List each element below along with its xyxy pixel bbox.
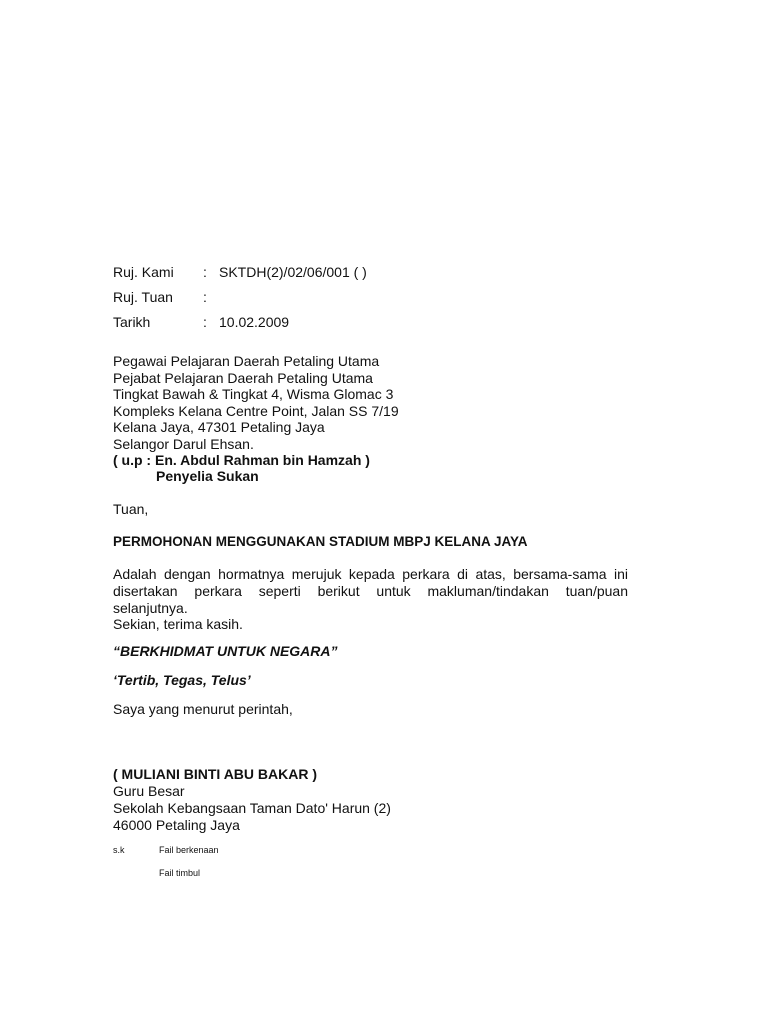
signoff: Saya yang menurut perintah, (113, 701, 293, 717)
body-paragraph: Adalah dengan hormatnya merujuk kepada perkara di atas, bersama-sama ini disertakan perkara seperti berikut untuk makluman/tindakan tuan/puan selanjutnya. (113, 566, 628, 616)
address-line: Kelana Jaya, 47301 Petaling Jaya (113, 419, 325, 435)
signatory-city: 46000 Petaling Jaya (113, 817, 240, 833)
cc-label: s.k (113, 845, 125, 855)
ref-tuan-colon: : (203, 289, 207, 305)
ref-tuan-label: Ruj. Tuan (113, 289, 173, 305)
date-label: Tarikh (113, 314, 151, 330)
ref-kami-value: SKTDH(2)/02/06/001 ( ) (219, 264, 367, 280)
address-line: Selangor Darul Ehsan. (113, 436, 254, 452)
attention-title: Penyelia Sukan (156, 468, 259, 484)
ref-kami-label: Ruj. Kami (113, 264, 174, 280)
subject-heading: PERMOHONAN MENGGUNAKAN STADIUM MBPJ KELANA JAYA (113, 534, 528, 549)
signatory-name: ( MULIANI BINTI ABU BAKAR ) (113, 766, 318, 782)
date-colon: : (203, 314, 207, 330)
values-motto: ‘Tertib, Tegas, Telus’ (113, 672, 251, 688)
address-line: Pejabat Pelajaran Daerah Petaling Utama (113, 370, 373, 386)
signatory-title: Guru Besar (113, 783, 185, 799)
motto: “BERKHIDMAT UNTUK NEGARA” (113, 643, 338, 659)
address-line: Tingkat Bawah & Tingkat 4, Wisma Glomac 3 (113, 386, 394, 402)
attention-line: ( u.p : En. Abdul Rahman bin Hamzah ) (113, 452, 370, 468)
closing-text: Sekian, terima kasih. (113, 616, 243, 632)
salutation: Tuan, (113, 501, 149, 517)
cc-item: Fail timbul (159, 868, 201, 878)
address-line: Pegawai Pelajaran Daerah Petaling Utama (113, 353, 380, 369)
cc-item: Fail berkenaan (159, 845, 219, 855)
signatory-school: Sekolah Kebangsaan Taman Dato' Harun (2) (113, 800, 391, 816)
address-line: Kompleks Kelana Centre Point, Jalan SS 7/19 (113, 403, 399, 419)
date-value: 10.02.2009 (219, 314, 290, 330)
ref-kami-colon: : (203, 264, 207, 280)
